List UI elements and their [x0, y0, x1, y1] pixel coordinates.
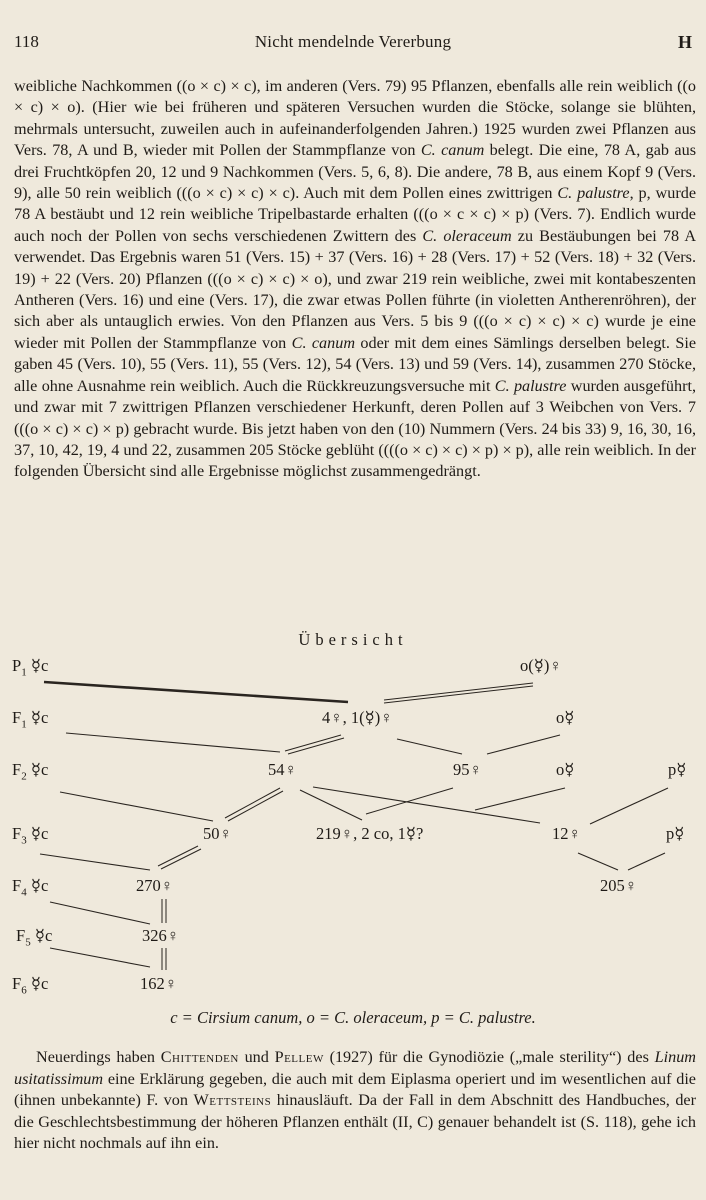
overview-title: Übersicht	[298, 630, 408, 649]
connector-line	[225, 788, 280, 818]
parent-label: ☿c	[30, 876, 49, 895]
text-run: , p, wurde 78 A bestäubt und 12 rein weibliche Tripelbastarde erhalten (((o × c × c) × p) (Vers. 7). Endlich wurde auch noch der Pollen von sechs verschiedenen Zwittern des	[14, 184, 697, 245]
generation-letter: F	[16, 926, 26, 945]
parent-label: ☿c	[30, 824, 49, 843]
parent-label: ☿c	[30, 974, 49, 993]
generation-letter: F	[12, 708, 22, 727]
connector-line	[300, 790, 362, 820]
paragraph-1	[14, 76, 696, 483]
connector-line	[288, 738, 344, 754]
text-run: hinausläuft. Da der Fall in dem Abschnitt des Handbuches, der die Geschlechtsbestimmung der höheren Pflanzen enthält (II, C) genauer behandelt ist (S. 118), gehe ich hier nicht nochmals auf ihn ein.	[14, 1091, 696, 1153]
connector-line	[40, 854, 150, 870]
crossing-diagram	[0, 650, 706, 1000]
section-letter: H	[677, 32, 692, 52]
parent-label: ☿c	[30, 656, 49, 675]
species-name: C. palustre	[557, 184, 630, 203]
connector-line	[158, 846, 198, 866]
node-f6-mid: 162♀	[140, 974, 178, 993]
connector-line	[44, 682, 348, 702]
generation-letter: F	[12, 974, 22, 993]
generation-letter: F	[12, 876, 22, 895]
text-run: (1927) für die Gynodiözie („male sterility“) des	[323, 1048, 655, 1066]
text-run: eine Erklärung gegeben, die auch mit dem Eiplasma operiert und im wesentlichen auf die (ihnen unbekannte) F. von	[14, 1069, 696, 1110]
generation-f3	[12, 824, 48, 846]
node-f2-mid: 54♀	[268, 760, 297, 779]
generation-f5	[16, 926, 52, 948]
node-f1-mid: 4♀, 1(☿)♀	[322, 708, 393, 727]
connector-line	[475, 788, 565, 810]
node-f3-mid: 50♀	[203, 824, 232, 843]
generation-letter: F	[12, 824, 22, 843]
author-name: Chittenden	[160, 1048, 239, 1066]
connector-line	[397, 739, 462, 754]
species-name: C. palustre	[494, 376, 567, 395]
connector-line	[161, 849, 201, 869]
connector-line	[628, 853, 665, 870]
node-f2-mid2: 95♀	[453, 760, 482, 779]
text-run: und	[238, 1048, 275, 1066]
connector-line	[487, 735, 560, 754]
generation-index: 1	[21, 718, 27, 731]
generation-f2	[12, 760, 48, 782]
generation-letter: F	[12, 760, 22, 779]
text-run: oder mit dem eines Sämlings derselben belegt. Sie gaben 45 (Vers. 10), 55 (Vers. 11), 55 (Vers. 12), 54 (Vers. 13) und 59 (Vers. 14), zusammen 270 Stöcke, alle ohne Ausnahme rein weiblich. Auch die Rückkreuzungsversuche mit	[14, 333, 697, 395]
parent-label: ☿c	[34, 926, 53, 945]
node-f2-o: o☿	[556, 760, 575, 779]
generation-index: 2	[21, 770, 27, 783]
node-f3-mid3: 12♀	[552, 824, 581, 843]
species-name: C. oleraceum	[422, 226, 512, 245]
node-f4-mid: 270♀	[136, 876, 174, 895]
author-name: Pellew	[274, 1048, 324, 1066]
node-f4-right: 205♀	[600, 876, 638, 895]
connector-line	[50, 948, 150, 967]
connector-line	[50, 902, 150, 924]
diagram-legend	[0, 1008, 706, 1028]
connector-line	[384, 683, 533, 700]
generation-p1	[12, 656, 48, 678]
connector-line	[228, 791, 283, 821]
node-f1-right: o☿	[556, 708, 575, 727]
text-run: zu Bestäubungen bei 78 A verwendet. Das Ergebnis waren 51 (Vers. 15) + 37 (Vers. 16) + 28 (Vers. 17) + 52 (Vers. 18) + 32 (Vers. 19) + 22 (Vers. 20) Pflanzen (((o × c) × c) × o), und zwar 219 rein weibliche, zwei mit kontabeszenten Antheren (Vers. 16) und eine (Vers. 17), die zwar etwas Pollen führte (in violetten Antherenröhren), der sich aber als untauglich erwies. Von den Pflanzen aus Vers. 5 bis 9 (((o × c) × c) × c) wurde je eine wieder mit Pollen der Stammpflanze von	[14, 226, 697, 352]
node-f3-mid2: 219♀, 2 co, 1☿?	[316, 824, 424, 843]
generation-index: 3	[21, 834, 27, 847]
generation-index: 4	[21, 886, 27, 899]
legend-text: c = Cirsium canum, o = C. oleraceum, p = C. palustre.	[170, 1008, 536, 1027]
connector-line	[285, 735, 341, 751]
text-run: wurden ausgeführt, und zwar mit 7 zwittrigen Pflanzen verschiedener Herkunft, deren Pollen auf 3 Weibchen von Vers. 7 (((o × c) × c) × p) gebracht wurde. Bis jetzt haben von den (10) Nummern (Vers. 24 bis 33) 9, 16, 30, 16, 37, 10, 42, 19, 4 und 22, zusammen 205 Stöcke geblüht ((((o × c) × c) × p) × p), alle rein weiblich. In der folgenden Übersicht sind alle Ergebnisse möglichst zusammengedrängt.	[14, 376, 697, 481]
connector-line	[313, 787, 540, 823]
connector-line	[578, 853, 618, 870]
generation-f6	[12, 974, 48, 996]
page-header	[14, 32, 692, 58]
node-f5-mid: 326♀	[142, 926, 180, 945]
parent-label: ☿c	[30, 708, 49, 727]
paragraph-2	[14, 1047, 696, 1155]
node-p1-right: o(☿)♀	[520, 656, 562, 675]
connector-line	[590, 788, 668, 824]
species-name: C. canum	[420, 141, 485, 160]
text-run: belegt. Die eine, 78 A, gab aus drei Fruchtköpfen 20, 12 und 9 Nachkommen (Vers. 5, 6, 8). Die andere, 78 B, aus einem Kopf 9 (Vers. 9), alle 50 rein weiblich (((o × c) × c) × c). Auch mit dem Pollen eines zwittrigen	[14, 141, 697, 203]
running-title: Nicht mendelnde Vererbung	[254, 32, 452, 51]
page-number: 118	[14, 32, 39, 51]
node-f3-p: p☿	[666, 824, 685, 843]
generation-index: 5	[25, 936, 31, 949]
species-name: C. canum	[291, 333, 356, 352]
connector-line	[60, 792, 213, 821]
generation-index: 1	[21, 666, 27, 679]
connector-line	[384, 686, 533, 703]
generation-f4	[12, 876, 48, 898]
text-run: Neuerdings haben	[36, 1048, 161, 1066]
connector-line	[366, 788, 453, 814]
text-run: weibliche Nachkommen ((o × c) × c), im anderen (Vers. 79) 95 Pflanzen, ebenfalls alle rein weiblich ((o × c) × o). (Hier wie bei früheren und späteren Versuchen wurden die Stöcke, solange sie blühten, mehrmals untersucht, zuweilen auch in aufeinanderfolgenden Jahren.) 1925 wurden zwei Pflanzen aus Vers. 78, A und B, wieder mit Pollen der Stammpflanze von	[14, 77, 696, 160]
generation-f1	[12, 708, 48, 730]
generation-letter: P	[12, 656, 22, 675]
species-name: Linum usitatissimum	[14, 1048, 696, 1088]
node-f2-p: p☿	[668, 760, 687, 779]
author-name: Wettsteins	[193, 1091, 272, 1110]
parent-label: ☿c	[30, 760, 49, 779]
connector-line	[66, 733, 280, 752]
generation-index: 6	[21, 984, 27, 997]
